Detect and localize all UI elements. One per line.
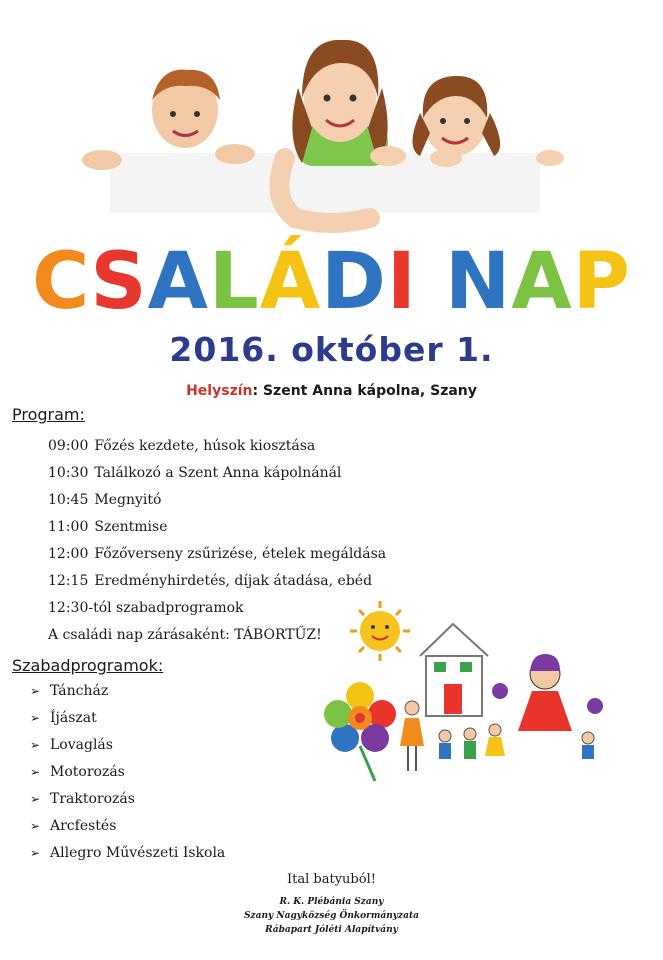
arrow-bullet-icon: ➢ <box>30 819 41 833</box>
free-program-item <box>30 813 225 840</box>
sponsor-line: Szany Nagyközség Önkormányzata <box>244 911 419 921</box>
program-text: Főzőverseny zsűrizése, ételek megáldása <box>94 546 387 562</box>
title-space <box>417 232 445 332</box>
footer-note: Ital batyuból! <box>287 872 376 887</box>
title-letter: N <box>445 237 512 327</box>
children-photo <box>70 28 580 238</box>
location-label: Helyszín <box>186 383 253 399</box>
free-program-item <box>30 840 225 867</box>
program-text: Találkozó a Szent Anna kápolnánál <box>94 465 342 481</box>
people-icon <box>400 654 603 771</box>
program-time: 12:00 <box>48 546 89 562</box>
free-program-item <box>30 705 225 732</box>
title-letter: A <box>511 237 573 327</box>
arrow-bullet-icon: ➢ <box>30 684 41 698</box>
free-program-text: Motorozás <box>50 764 125 780</box>
program-time: 12:15 <box>48 573 89 589</box>
family-drawing <box>320 596 620 786</box>
program-item <box>48 568 386 595</box>
program-item <box>48 487 386 514</box>
program-text: Eredményhirdetés, díjak átadása, ebéd <box>94 573 373 589</box>
free-programs-heading: Szabadprogramok: <box>12 656 164 675</box>
program-text: Szentmise <box>94 519 168 535</box>
title-letter: C <box>32 237 91 327</box>
free-program-item <box>30 786 225 813</box>
location-value: Szent Anna kápolna, Szany <box>262 383 477 399</box>
house-icon <box>420 624 488 716</box>
sponsor-line: Rábapart Jóléti Alapítvány <box>265 925 398 935</box>
program-heading: Program: <box>12 405 85 424</box>
location-colon: : <box>252 383 263 399</box>
free-programs-list <box>30 678 225 867</box>
arrow-bullet-icon: ➢ <box>30 738 41 752</box>
title-letter: I <box>386 237 417 327</box>
program-text: 12:30-tól szabadprogramok <box>48 600 244 616</box>
title-letter: P <box>572 237 631 327</box>
sun-icon <box>350 601 410 661</box>
free-program-text: Arcfestés <box>50 818 117 834</box>
program-text: Megnyitó <box>94 492 162 508</box>
arrow-bullet-icon: ➢ <box>30 765 41 779</box>
title-letter: A <box>147 237 209 327</box>
program-time: 09:00 <box>48 438 89 454</box>
free-program-item <box>30 678 225 705</box>
free-program-item <box>30 732 225 759</box>
program-text: Főzés kezdete, húsok kiosztása <box>94 438 316 454</box>
title-letter: L <box>208 237 260 327</box>
title-letter: S <box>90 237 148 327</box>
program-time: 10:45 <box>48 492 89 508</box>
title-letter: D <box>321 237 387 327</box>
flower-icon <box>324 682 396 781</box>
free-program-text: Allegro Művészeti Iskola <box>50 845 226 861</box>
arrow-bullet-icon: ➢ <box>30 792 41 806</box>
free-program-text: Táncház <box>50 683 109 699</box>
free-program-text: Íjászat <box>50 710 97 726</box>
sponsor-line: R. K. Plébánia Szany <box>279 897 384 907</box>
free-program-item <box>30 759 225 786</box>
program-text: A családi nap zárásaként: TÁBORTŰZ! <box>48 627 322 643</box>
program-item <box>48 433 386 460</box>
event-title <box>0 232 663 332</box>
arrow-bullet-icon: ➢ <box>30 711 41 725</box>
program-item <box>48 514 386 541</box>
event-date: 2016. október 1. <box>169 330 494 369</box>
title-letter: Á <box>259 237 322 327</box>
program-item <box>48 541 386 568</box>
free-program-text: Traktorozás <box>50 791 135 807</box>
program-time: 10:30 <box>48 465 89 481</box>
program-item <box>48 460 386 487</box>
event-location <box>0 383 663 399</box>
free-program-text: Lovaglás <box>50 737 113 753</box>
arrow-bullet-icon: ➢ <box>30 846 41 860</box>
program-time: 11:00 <box>48 519 89 535</box>
sponsors <box>0 895 663 937</box>
